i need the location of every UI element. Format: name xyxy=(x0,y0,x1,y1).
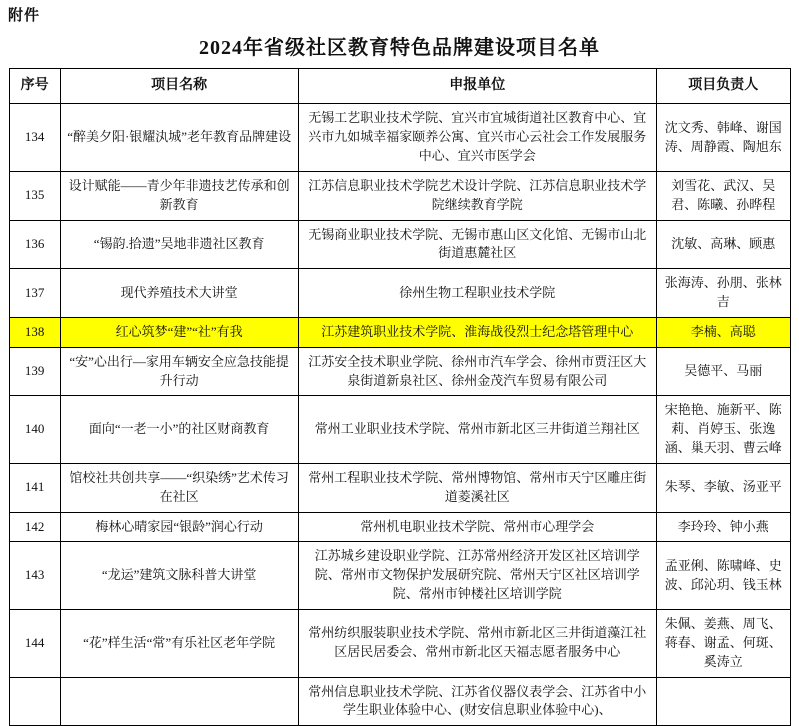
cell-no: 138 xyxy=(9,317,60,347)
attachment-label: 附件 xyxy=(8,7,41,24)
table-clip xyxy=(0,68,799,726)
cell-name xyxy=(60,677,298,726)
cell-no: 137 xyxy=(9,269,60,318)
table-row xyxy=(9,542,790,610)
cell-unit: 常州工业职业技术学院、常州市新北区三井街道兰翔社区 xyxy=(298,396,656,464)
table-row-highlighted xyxy=(9,317,790,347)
cell-name: “花”样生活“常”有乐社区老年学院 xyxy=(60,610,298,678)
cell-leader: 刘雪花、武汉、吴君、陈曦、孙晔程 xyxy=(656,171,790,220)
cell-no xyxy=(9,677,60,726)
table-row xyxy=(9,104,790,172)
table-header xyxy=(9,69,790,104)
cell-name: “锡韵.拾遗”吴地非遗社区教育 xyxy=(60,220,298,269)
cell-unit: 常州机电职业技术学院、常州市心理学会 xyxy=(298,512,656,542)
cell-leader: 宋艳艳、施新平、陈莉、肖婷玉、张逸涵、巢天羽、曹云峰 xyxy=(656,396,790,464)
cell-unit: 江苏信息职业技术学院艺术设计学院、江苏信息职业技术学院继续教育学院 xyxy=(298,171,656,220)
page-title: 2024年省级社区教育特色品牌建设项目名单 xyxy=(199,37,600,59)
table-row xyxy=(9,269,790,318)
cell-name: 设计赋能——青少年非遗技艺传承和创新教育 xyxy=(60,171,298,220)
table-row xyxy=(9,171,790,220)
column-header-unit: 申报单位 xyxy=(298,69,656,104)
cell-leader: 朱佩、姜燕、周飞、蒋春、谢孟、何斑、奚涛立 xyxy=(656,610,790,678)
cell-unit: 徐州生物工程职业技术学院 xyxy=(298,269,656,318)
column-header-leader: 项目负责人 xyxy=(656,69,790,104)
column-header-no: 序号 xyxy=(9,69,60,104)
cell-leader xyxy=(656,677,790,726)
table-row xyxy=(9,512,790,542)
cell-name: 梅林心晴家园“银龄”润心行动 xyxy=(60,512,298,542)
cell-unit: 无锡商业职业技术学院、无锡市惠山区文化馆、无锡市山北街道惠麓社区 xyxy=(298,220,656,269)
cell-name: “醉美夕阳·银耀汍城”老年教育品牌建设 xyxy=(60,104,298,172)
cell-unit: 无锡工艺职业技术学院、宜兴市宜城街道社区教育中心、宜兴市九如城幸福家颐养公寓、宜兴市心云社会工作发展服务中心、宜兴市医学会 xyxy=(298,104,656,172)
cell-leader: 沈文秀、韩峰、谢国涛、周静霞、陶旭东 xyxy=(656,104,790,172)
table-header-row xyxy=(9,69,790,104)
cell-name: 现代养殖技术大讲堂 xyxy=(60,269,298,318)
cell-leader: 李玲玲、钟小燕 xyxy=(656,512,790,542)
cell-unit: 常州工程职业技术学院、常州博物馆、常州市天宁区雕庄街道菱溪社区 xyxy=(298,463,656,512)
cell-leader: 张海涛、孙朋、张林吉 xyxy=(656,269,790,318)
table-body xyxy=(9,104,790,726)
table-row xyxy=(9,220,790,269)
cell-leader: 沈敏、高琳、顾惠 xyxy=(656,220,790,269)
cell-no: 140 xyxy=(9,396,60,464)
column-header-name: 项目名称 xyxy=(60,69,298,104)
cell-no: 136 xyxy=(9,220,60,269)
cell-name: “安”心出行—家用车辆安全应急技能提升行动 xyxy=(60,347,298,396)
cell-unit: 江苏城乡建设职业学院、江苏常州经济开发区社区培训学院、常州市文物保护发展研究院、常州天宁区社区培训学院、常州市钟楼社区培训学院 xyxy=(298,542,656,610)
cell-no: 141 xyxy=(9,463,60,512)
cell-no: 143 xyxy=(9,542,60,610)
cell-name: 馆校社共创共享——“织染绣”艺术传习在社区 xyxy=(60,463,298,512)
cell-unit: 常州纺织服装职业技术学院、常州市新北区三井街道藻江社区居民居委会、常州市新北区天福志愿者服务中心 xyxy=(298,610,656,678)
table-row xyxy=(9,347,790,396)
project-list-table xyxy=(9,68,791,726)
cell-no: 142 xyxy=(9,512,60,542)
cell-name: 面向“一老一小”的社区财商教育 xyxy=(60,396,298,464)
cell-leader: 吴德平、马丽 xyxy=(656,347,790,396)
cell-name: 红心筑梦“建”“社”有我 xyxy=(60,317,298,347)
table-row xyxy=(9,463,790,512)
cell-no: 134 xyxy=(9,104,60,172)
cell-unit: 常州信息职业技术学院、江苏省仪器仪表学会、江苏省中小学生职业体验中心、(财安信息职业体验中心)、 xyxy=(298,677,656,726)
table-row xyxy=(9,396,790,464)
cell-no: 144 xyxy=(9,610,60,678)
cell-leader: 朱琴、李敏、汤亚平 xyxy=(656,463,790,512)
table-row xyxy=(9,610,790,678)
cell-leader: 孟亚俐、陈啸峰、史波、邱沁玥、钱玉林 xyxy=(656,542,790,610)
table-row-partial xyxy=(9,677,790,726)
cell-no: 139 xyxy=(9,347,60,396)
cell-leader: 李楠、高聪 xyxy=(656,317,790,347)
cell-name: “龙运”建筑文脉科普大讲堂 xyxy=(60,542,298,610)
cell-no: 135 xyxy=(9,171,60,220)
cell-unit: 江苏安全技术职业学院、徐州市汽车学会、徐州市贾汪区大泉街道新泉社区、徐州金茂汽车贸易有限公司 xyxy=(298,347,656,396)
cell-unit: 江苏建筑职业技术学院、淮海战役烈士纪念塔管理中心 xyxy=(298,317,656,347)
